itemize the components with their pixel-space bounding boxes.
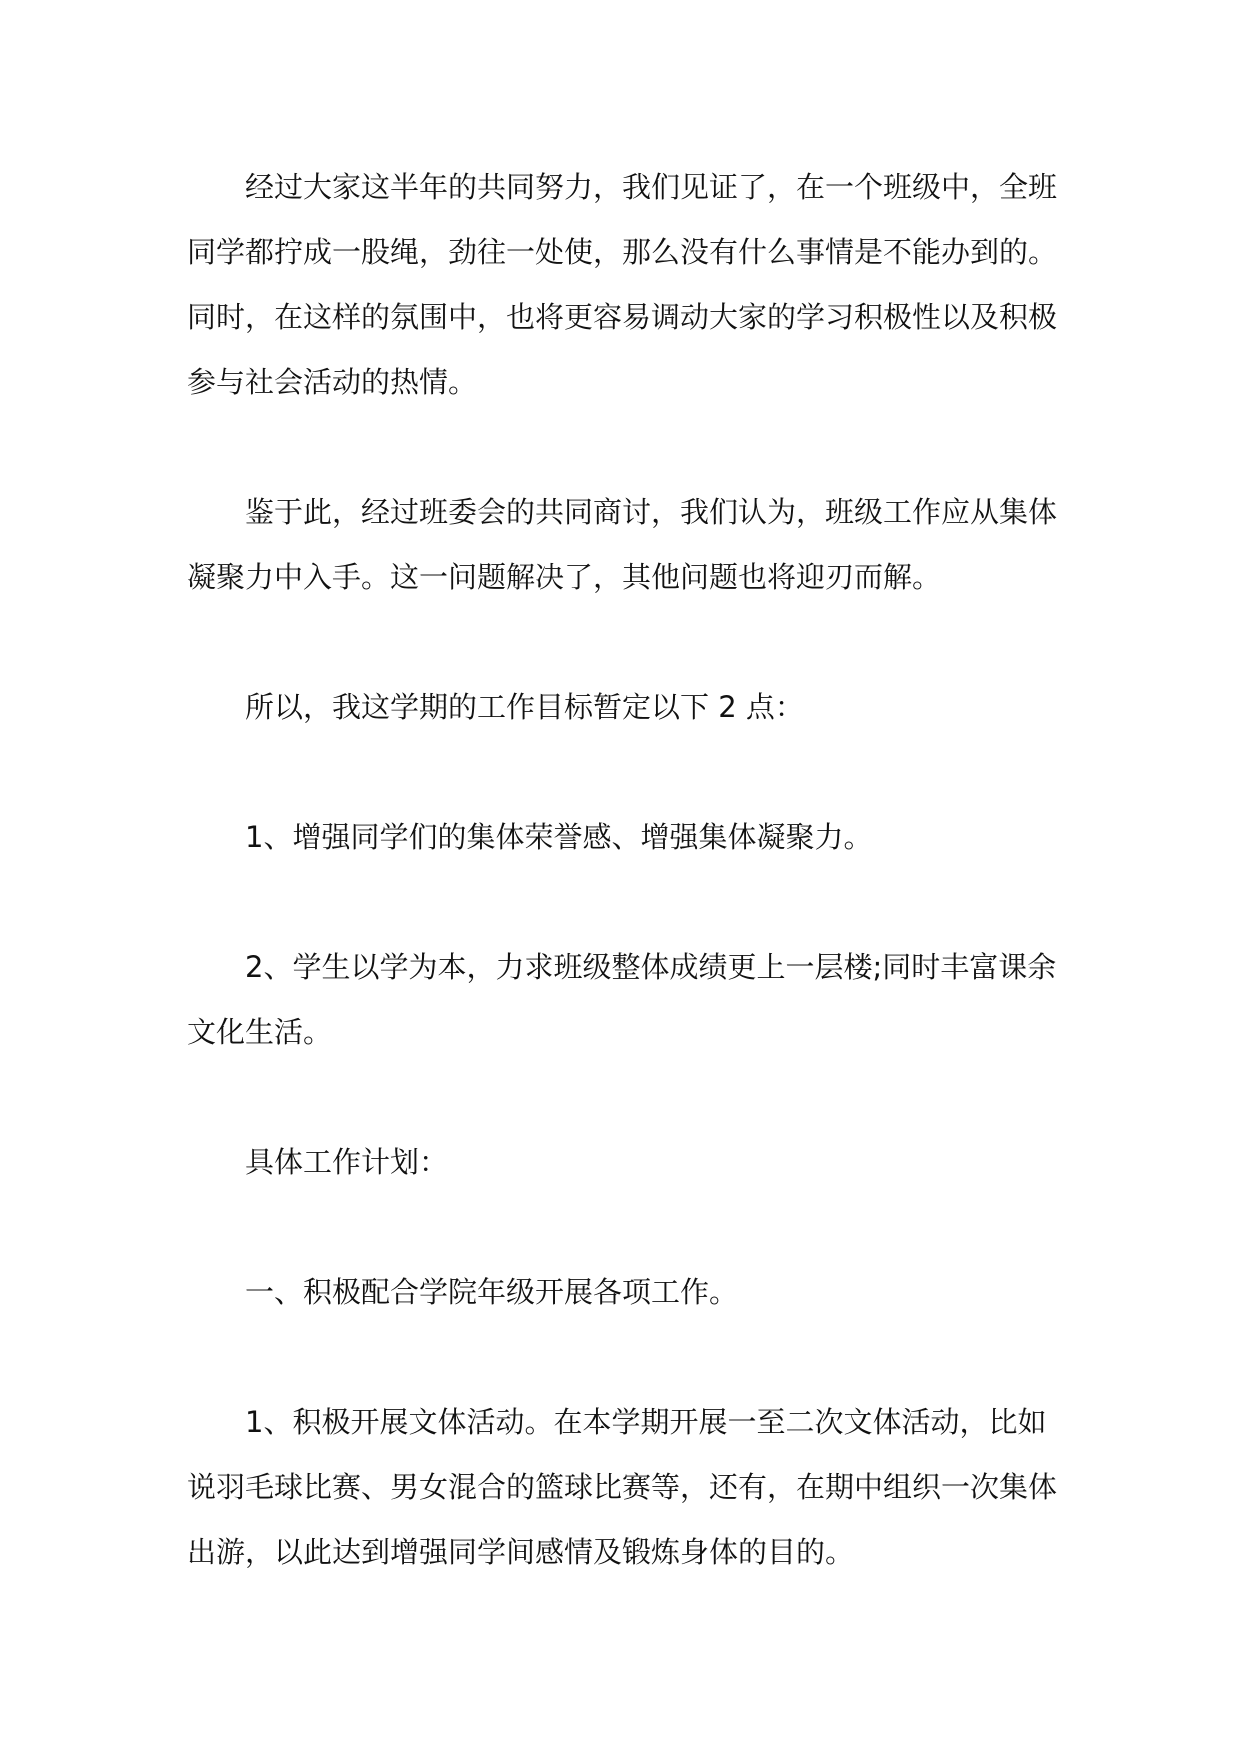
paragraph-activity-1: 1、积极开展文体活动。在本学期开展一至二次文体活动，比如说羽毛球比赛、男女混合的篮球比赛等，还有，在期中组织一次集体出游，以此达到增强同学间感情及锻炼身体的目的。 [187,1405,1058,1569]
paragraph-goal-2: 2、学生以学为本，力求班级整体成绩更上一层楼;同时丰富课余文化生活。 [187,950,1057,1049]
paragraph-committee-discussion: 鉴于此，经过班委会的共同商讨，我们认为，班级工作应从集体凝聚力中入手。这一问题解决了，其他问题也将迎刃而解。 [187,495,1058,594]
document-body [187,155,1067,1650]
paragraph-plan-heading: 具体工作计划： [245,1145,449,1179]
paragraph-goals-intro: 所以，我这学期的工作目标暂定以下 2 点： [245,690,804,724]
paragraph-section-1-heading: 一、积极配合学院年级开展各项工作。 [245,1275,739,1309]
paragraph-class-unity: 经过大家这半年的共同努力，我们见证了，在一个班级中，全班同学都拧成一股绳，劲往一处使，那么没有什么事情是不能办到的。同时，在这样的氛围中，也将更容易调动大家的学习积极性以及积极参与社会活动的热情。 [187,170,1058,399]
paragraph-goal-1: 1、增强同学们的集体荣誉感、增强集体凝聚力。 [245,820,873,854]
